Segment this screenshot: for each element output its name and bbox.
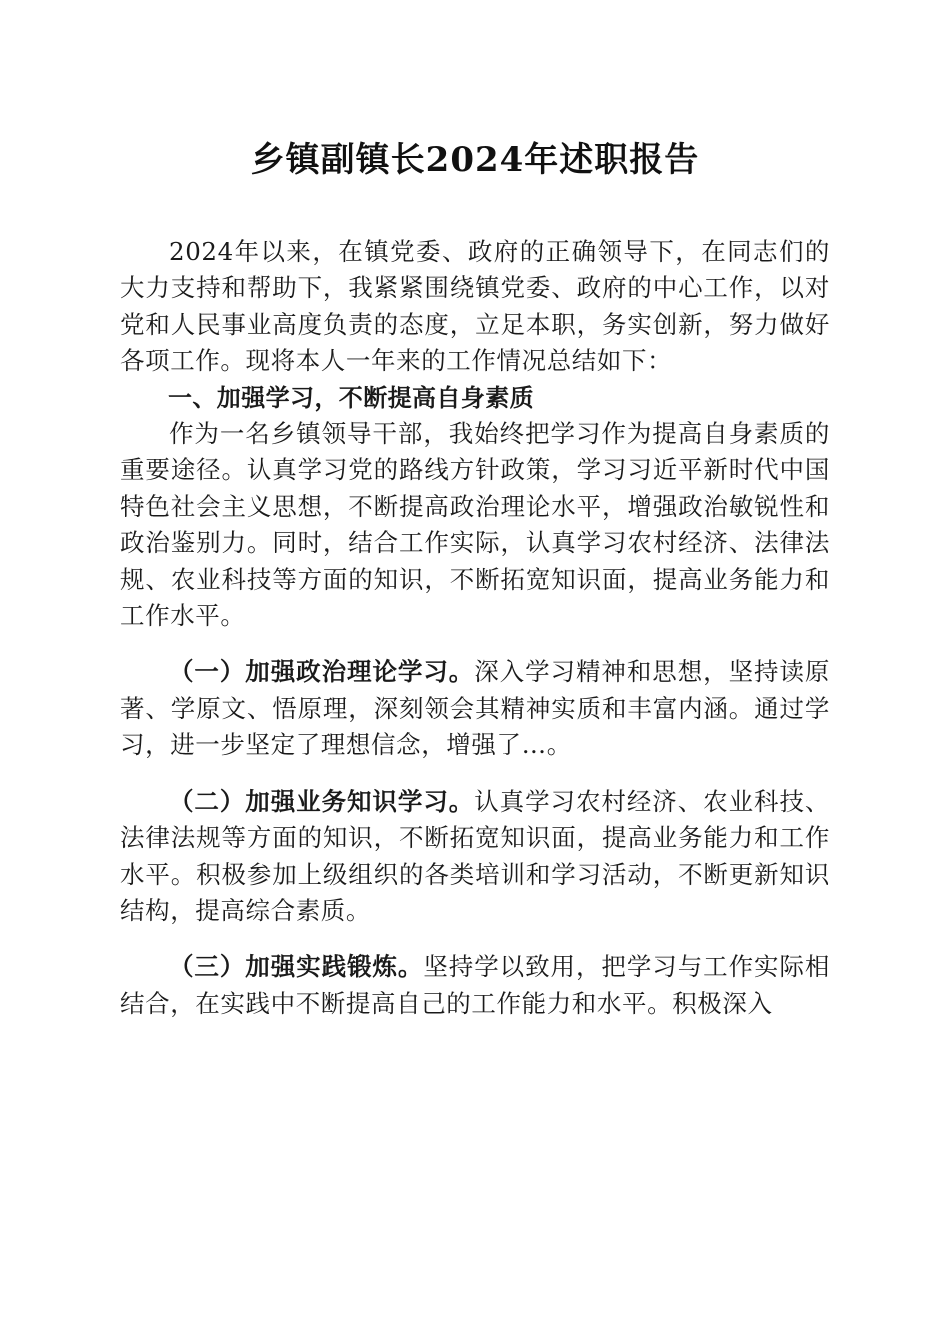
- subsection-paragraph-2: [120, 784, 830, 930]
- subsection-title-3: （三）加强实践锻炼。: [169, 952, 424, 982]
- section-heading: 一、加强学习，不断提高自身素质: [168, 383, 534, 412]
- subsection-text-3: 坚持学以致用，把学习与工作实际相结合，在实践中不断提高自己的工作能力和水平。积极深入: [120, 952, 830, 1018]
- subsection-title-1: （一）加强政治理论学习。: [169, 657, 475, 687]
- subsection-paragraph-3: [120, 949, 830, 1022]
- subsection-title-2: （二）加强业务知识学习。: [169, 786, 475, 816]
- document-title: 乡镇副镇长2024年述职报告: [250, 140, 700, 180]
- subsection-paragraph-1: [120, 654, 830, 763]
- intro-paragraph: 2024年以来，在镇党委、政府的正确领导下，在同志们的大力支持和帮助下，我紧紧围绕镇党委、政府的中心工作，以对党和人民事业高度负责的态度，立足本职，务实创新，努力做好各项工作。现将本人一年来的工作情况总结如下：: [120, 237, 830, 376]
- section-paragraph: 作为一名乡镇领导干部，我始终把学习作为提高自身素质的重要途径。认真学习党的路线方针政策，学习习近平新时代中国特色社会主义思想，不断提高政治理论水平，增强政治敏锐性和政治鉴别力。同时，结合工作实际，认真学习农村经济、法律法规、农业科技等方面的知识，不断拓宽知识面，提高业务能力和工作水平。: [120, 419, 830, 631]
- subsection-text-1: 深入学习精神和思想，坚持读原著、学原文、悟原理，深刻领会其精神实质和丰富内涵。通过学习，进一步坚定了理想信念，增强了…。: [120, 657, 830, 760]
- subsection-text-2: 认真学习农村经济、农业科技、法律法规等方面的知识，不断拓宽知识面，提高业务能力和工作水平。积极参加上级组织的各类培训和学习活动，不断更新知识结构，提高综合素质。: [120, 786, 830, 925]
- document-body: [120, 234, 830, 1022]
